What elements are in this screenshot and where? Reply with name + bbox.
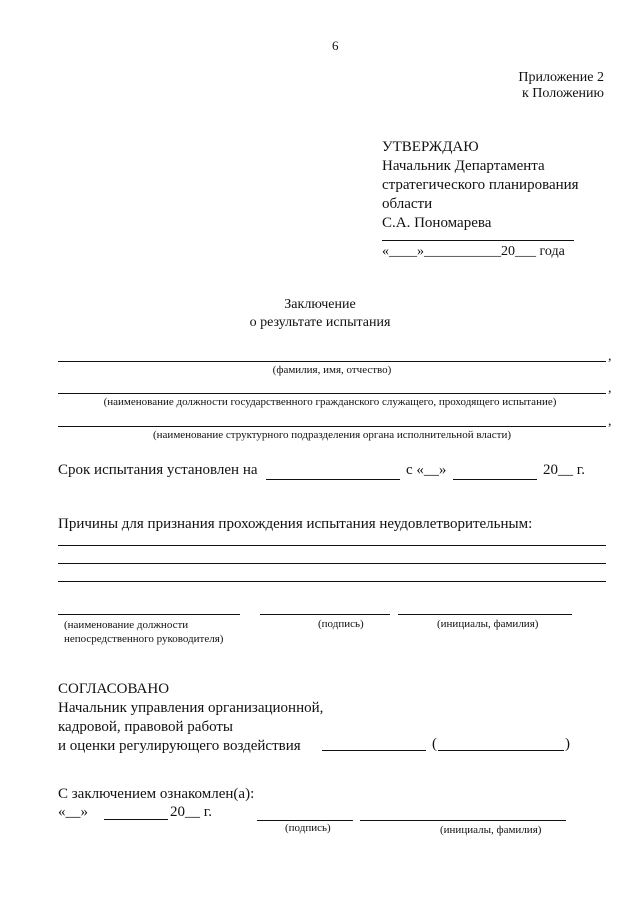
acquainted-month-line <box>104 819 168 820</box>
position-comma: , <box>608 381 612 396</box>
agreed-block <box>58 680 323 756</box>
term-label: Срок испытания установлен на <box>58 462 258 478</box>
reasons-line-2 <box>58 563 606 564</box>
acquainted-year: 20__ г. <box>170 804 212 820</box>
agreed-signature-line <box>322 750 426 751</box>
document-title <box>200 296 440 332</box>
fio-comma: , <box>608 349 612 364</box>
agreed-line-1: Начальник управления организационной, <box>58 700 324 716</box>
supervisor-position-caption-2: непосредственного руководителя) <box>64 633 224 645</box>
supervisor-position-caption-1: (наименование должности <box>64 619 189 631</box>
approval-line-2: стратегического планирования <box>382 177 579 193</box>
term-from: с «__» <box>406 462 447 478</box>
approval-line-1: Начальник Департамента <box>382 158 545 174</box>
appendix-line-1: Приложение 2 <box>518 70 604 85</box>
term-month-line <box>453 479 537 480</box>
approval-signature-line <box>382 240 574 241</box>
title-line-1: Заключение <box>284 297 356 312</box>
fio-line <box>58 361 606 362</box>
agreed-line-3: и оценки регулирующего воздействия <box>58 738 301 754</box>
page-number: 6 <box>332 38 339 53</box>
appendix-line-2: к Положению <box>521 86 604 101</box>
fio-caption: (фамилия, имя, отчество) <box>272 364 392 376</box>
approval-name: С.А. Пономарева <box>382 215 492 231</box>
acquainted-signature-line <box>257 820 353 821</box>
agreed-initials-line <box>438 750 564 751</box>
acquainted-date-prefix: «__» <box>58 804 88 820</box>
supervisor-position-caption <box>64 618 223 646</box>
supervisor-position-line <box>58 614 240 615</box>
subdivision-comma: , <box>608 414 612 429</box>
acquainted-label: С заключением ознакомлен(а): <box>58 786 255 802</box>
subdivision-line <box>58 426 606 427</box>
agreed-open-paren: ( <box>432 736 437 752</box>
supervisor-initials-line <box>398 614 572 615</box>
agreed-close-paren: ) <box>565 736 570 752</box>
acquainted-signature-caption: (подпись) <box>285 822 331 834</box>
appendix-label <box>518 70 604 102</box>
supervisor-signature-caption: (подпись) <box>318 618 364 630</box>
acquainted-initials-caption: (инициалы, фамилия) <box>440 824 542 836</box>
approval-line-3: области <box>382 196 433 212</box>
agreed-heading: СОГЛАСОВАНО <box>58 681 170 697</box>
approval-heading: УТВЕРЖДАЮ <box>382 139 479 155</box>
approval-block <box>382 138 579 233</box>
term-year: 20__ г. <box>543 462 585 478</box>
term-duration-line <box>266 479 400 480</box>
subdivision-caption: (наименование структурного подразделения органа исполнительной власти) <box>153 429 511 441</box>
reasons-line-3 <box>58 581 606 582</box>
position-caption: (наименование должности государственного гражданского служащего, проходящего испытание) <box>103 396 557 408</box>
title-line-2: о результате испытания <box>249 315 391 330</box>
agreed-line-2: кадровой, правовой работы <box>58 719 234 735</box>
reasons-line-1 <box>58 545 606 546</box>
approval-date-line: «____»___________20___ года <box>382 244 565 259</box>
acquainted-initials-line <box>360 820 566 821</box>
supervisor-initials-caption: (инициалы, фамилия) <box>437 618 539 630</box>
reasons-label: Причины для признания прохождения испытания неудовлетворительным: <box>58 516 533 532</box>
position-line <box>58 393 606 394</box>
supervisor-signature-line <box>260 614 390 615</box>
